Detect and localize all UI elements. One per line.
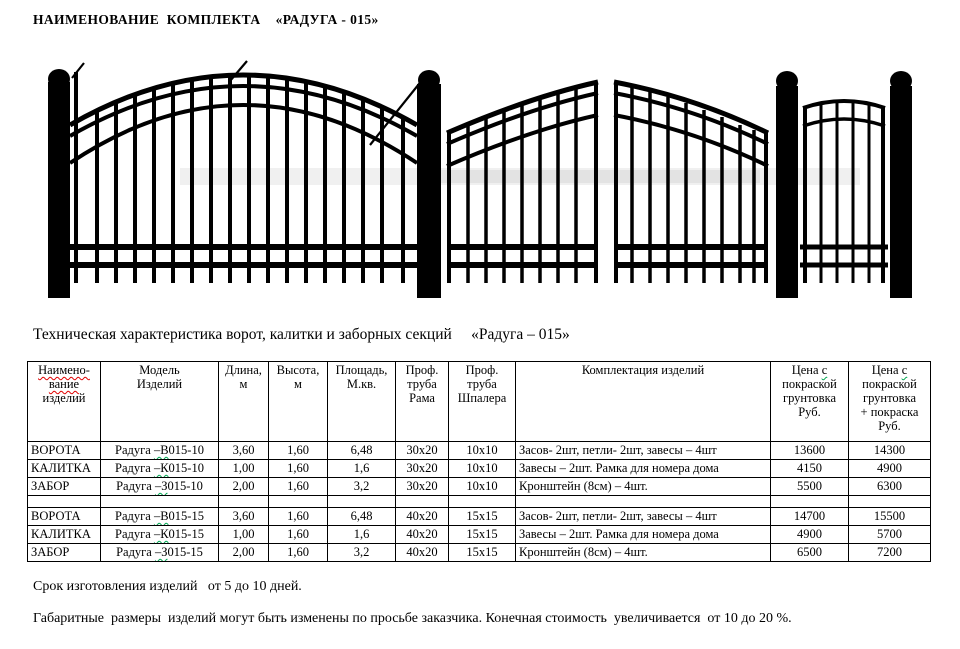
spacer-row	[28, 496, 931, 508]
product-name-cell: КАЛИТКА	[28, 526, 101, 544]
disclaimer-note: Габаритные размеры изделий могут быть изменены по просьбе заказчика. Конечная стоимость увеличивается от 10 до 20 %.	[33, 611, 792, 626]
col-header-length: Длина, м	[219, 362, 269, 442]
area-cell: 1,6	[328, 526, 396, 544]
length-cell: 3,60	[219, 508, 269, 526]
equipment-cell: Кронштейн (8см) – 4шт.	[516, 544, 771, 562]
equipment-cell: Завесы – 2шт. Рамка для номера дома	[516, 526, 771, 544]
model-cell: Радуга –В015-10	[101, 442, 219, 460]
col-header-frame-tube: Проф. труба Рама	[396, 362, 449, 442]
lattice-tube-cell: 10x10	[449, 460, 516, 478]
col-header-height: Высота, м	[269, 362, 328, 442]
frame-tube-cell: 30x20	[396, 460, 449, 478]
table-caption: Техническая характеристика ворот, калитки и заборных секций «Радуга – 015»	[33, 326, 570, 343]
equipment-cell: Засов- 2шт, петли- 2шт, завесы – 4шт	[516, 508, 771, 526]
model-cell: Радуга –К015-15	[101, 526, 219, 544]
area-cell: 3,2	[328, 478, 396, 496]
equipment-cell: Кронштейн (8см) – 4шт.	[516, 478, 771, 496]
lattice-tube-cell: 15x15	[449, 526, 516, 544]
price-paint-cell: 14300	[849, 442, 931, 460]
frame-tube-cell: 40x20	[396, 508, 449, 526]
height-cell: 1,60	[269, 508, 328, 526]
col-header-lattice-tube: Проф. труба Шпалера	[449, 362, 516, 442]
table-row	[28, 508, 931, 526]
price-primer-cell: 13600	[771, 442, 849, 460]
header-row	[28, 362, 931, 442]
area-cell: 6,48	[328, 508, 396, 526]
product-name-cell: ВОРОТА	[28, 442, 101, 460]
table-row	[28, 544, 931, 562]
length-cell: 1,00	[219, 526, 269, 544]
table-row	[28, 526, 931, 544]
price-paint-cell: 5700	[849, 526, 931, 544]
area-cell: 6,48	[328, 442, 396, 460]
watermark-band	[180, 168, 860, 185]
model-cell: Радуга –К015-10	[101, 460, 219, 478]
price-paint-cell: 4900	[849, 460, 931, 478]
col-header-price-primer: Цена с покраской грунтовка Руб.	[771, 362, 849, 442]
price-paint-cell: 15500	[849, 508, 931, 526]
product-name-cell: ЗАБОР	[28, 544, 101, 562]
height-cell: 1,60	[269, 460, 328, 478]
price-paint-cell: 7200	[849, 544, 931, 562]
frame-tube-cell: 40x20	[396, 526, 449, 544]
height-cell: 1,60	[269, 544, 328, 562]
frame-tube-cell: 30x20	[396, 478, 449, 496]
table-row	[28, 460, 931, 478]
model-cell: Радуга –З015-15	[101, 544, 219, 562]
equipment-cell: Завесы – 2шт. Рамка для номера дома	[516, 460, 771, 478]
model-cell: Радуга –З015-10	[101, 478, 219, 496]
col-header-area: Площадь, М.кв.	[328, 362, 396, 442]
length-cell: 3,60	[219, 442, 269, 460]
height-cell: 1,60	[269, 478, 328, 496]
price-primer-cell: 4150	[771, 460, 849, 478]
col-header-model: Модель Изделий	[101, 362, 219, 442]
price-primer-cell: 5500	[771, 478, 849, 496]
length-cell: 2,00	[219, 544, 269, 562]
area-cell: 3,2	[328, 544, 396, 562]
lattice-tube-cell: 10x10	[449, 442, 516, 460]
frame-tube-cell: 30x20	[396, 442, 449, 460]
height-cell: 1,60	[269, 526, 328, 544]
wicket-drawing	[800, 101, 888, 283]
price-primer-cell: 14700	[771, 508, 849, 526]
product-name-cell: ВОРОТА	[28, 508, 101, 526]
lattice-tube-cell: 15x15	[449, 544, 516, 562]
col-header-product-name: Наимено- вание изделий	[28, 362, 101, 442]
col-header-price-paint: Цена с покраской грунтовка + покраска Руб.	[849, 362, 931, 442]
height-cell: 1,60	[269, 442, 328, 460]
price-primer-cell: 6500	[771, 544, 849, 562]
area-cell: 1,6	[328, 460, 396, 478]
equipment-cell: Засов- 2шт, петли- 2шт, завесы – 4шт	[516, 442, 771, 460]
length-cell: 1,00	[219, 460, 269, 478]
model-cell: Радуга –В015-15	[101, 508, 219, 526]
length-cell: 2,00	[219, 478, 269, 496]
col-header-equipment: Комплектация изделий	[516, 362, 771, 442]
lattice-tube-cell: 15x15	[449, 508, 516, 526]
lattice-tube-cell: 10x10	[449, 478, 516, 496]
page-title: НАИМЕНОВАНИЕ КОМПЛЕКТА «РАДУГА - 015»	[33, 12, 379, 27]
table-row	[28, 442, 931, 460]
price-primer-cell: 4900	[771, 526, 849, 544]
gate-left-leaf-drawing	[447, 82, 598, 283]
product-name-cell: КАЛИТКА	[28, 460, 101, 478]
frame-tube-cell: 40x20	[396, 544, 449, 562]
lead-time-note: Срок изготовления изделий от 5 до 10 дней.	[33, 579, 302, 594]
spec-table	[27, 361, 931, 562]
table-row	[28, 478, 931, 496]
price-paint-cell: 6300	[849, 478, 931, 496]
product-name-cell: ЗАБОР	[28, 478, 101, 496]
product-drawing	[0, 60, 960, 310]
